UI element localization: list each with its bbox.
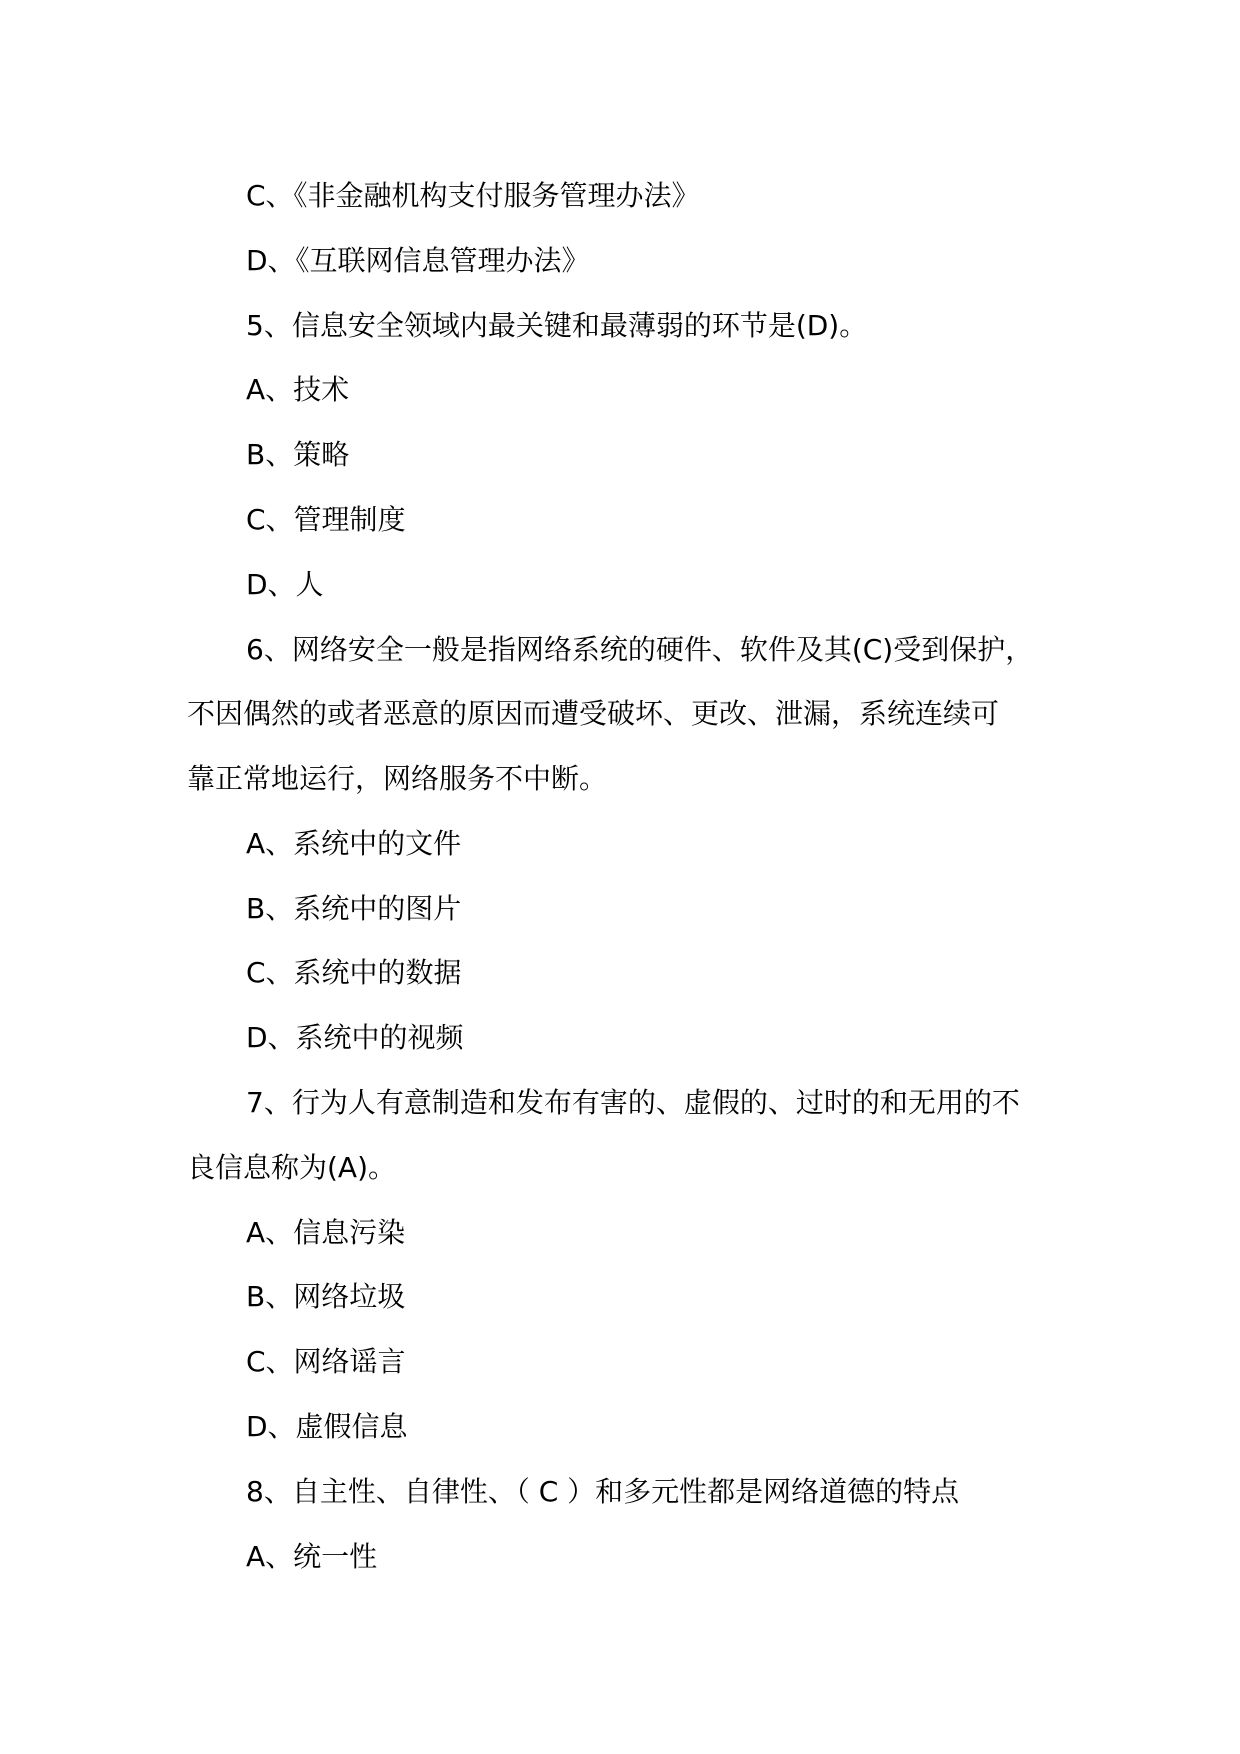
- question-6-line-3: 靠正常地运行，网络服务不中断。: [187, 762, 608, 795]
- option-b-q7: B、网络垃圾: [246, 1280, 406, 1313]
- option-d-q6: D、系统中的视频: [246, 1021, 464, 1054]
- question-5: 5、信息安全领域内最关键和最薄弱的环节是(D)。: [246, 309, 868, 342]
- option-a-q7: A、信息污染: [246, 1216, 406, 1249]
- option-b-q6: B、系统中的图片: [246, 892, 462, 925]
- option-c-q6: C、系统中的数据: [246, 956, 462, 989]
- option-a-q6: A、系统中的文件: [246, 827, 462, 860]
- option-d-q5: D、人: [246, 568, 324, 601]
- option-b-q5: B、策略: [246, 438, 350, 471]
- option-c-q4: C、《非金融机构支付服务管理办法》: [246, 179, 700, 212]
- option-c-q7: C、网络谣言: [246, 1345, 406, 1378]
- question-6-line-2: 不因偶然的或者恶意的原因而遭受破坏、更改、泄漏，系统连续可: [187, 697, 1000, 730]
- option-a-q8: A、统一性: [246, 1540, 378, 1573]
- option-a-q5: A、技术: [246, 373, 350, 406]
- question-7-line-2: 良信息称为(A)。: [187, 1151, 397, 1184]
- question-6-line-1: 6、网络安全一般是指网络系统的硬件、软件及其(C)受到保护，: [246, 633, 1034, 666]
- option-c-q5: C、管理制度: [246, 503, 406, 536]
- question-7-line-1: 7、行为人有意制造和发布有害的、虚假的、过时的和无用的不: [246, 1086, 1020, 1119]
- question-8: 8、自主性、自律性、（ C ）和多元性都是网络道德的特点: [246, 1475, 960, 1508]
- option-d-q4: D、《互联网信息管理办法》: [246, 244, 590, 277]
- option-d-q7: D、虚假信息: [246, 1410, 408, 1443]
